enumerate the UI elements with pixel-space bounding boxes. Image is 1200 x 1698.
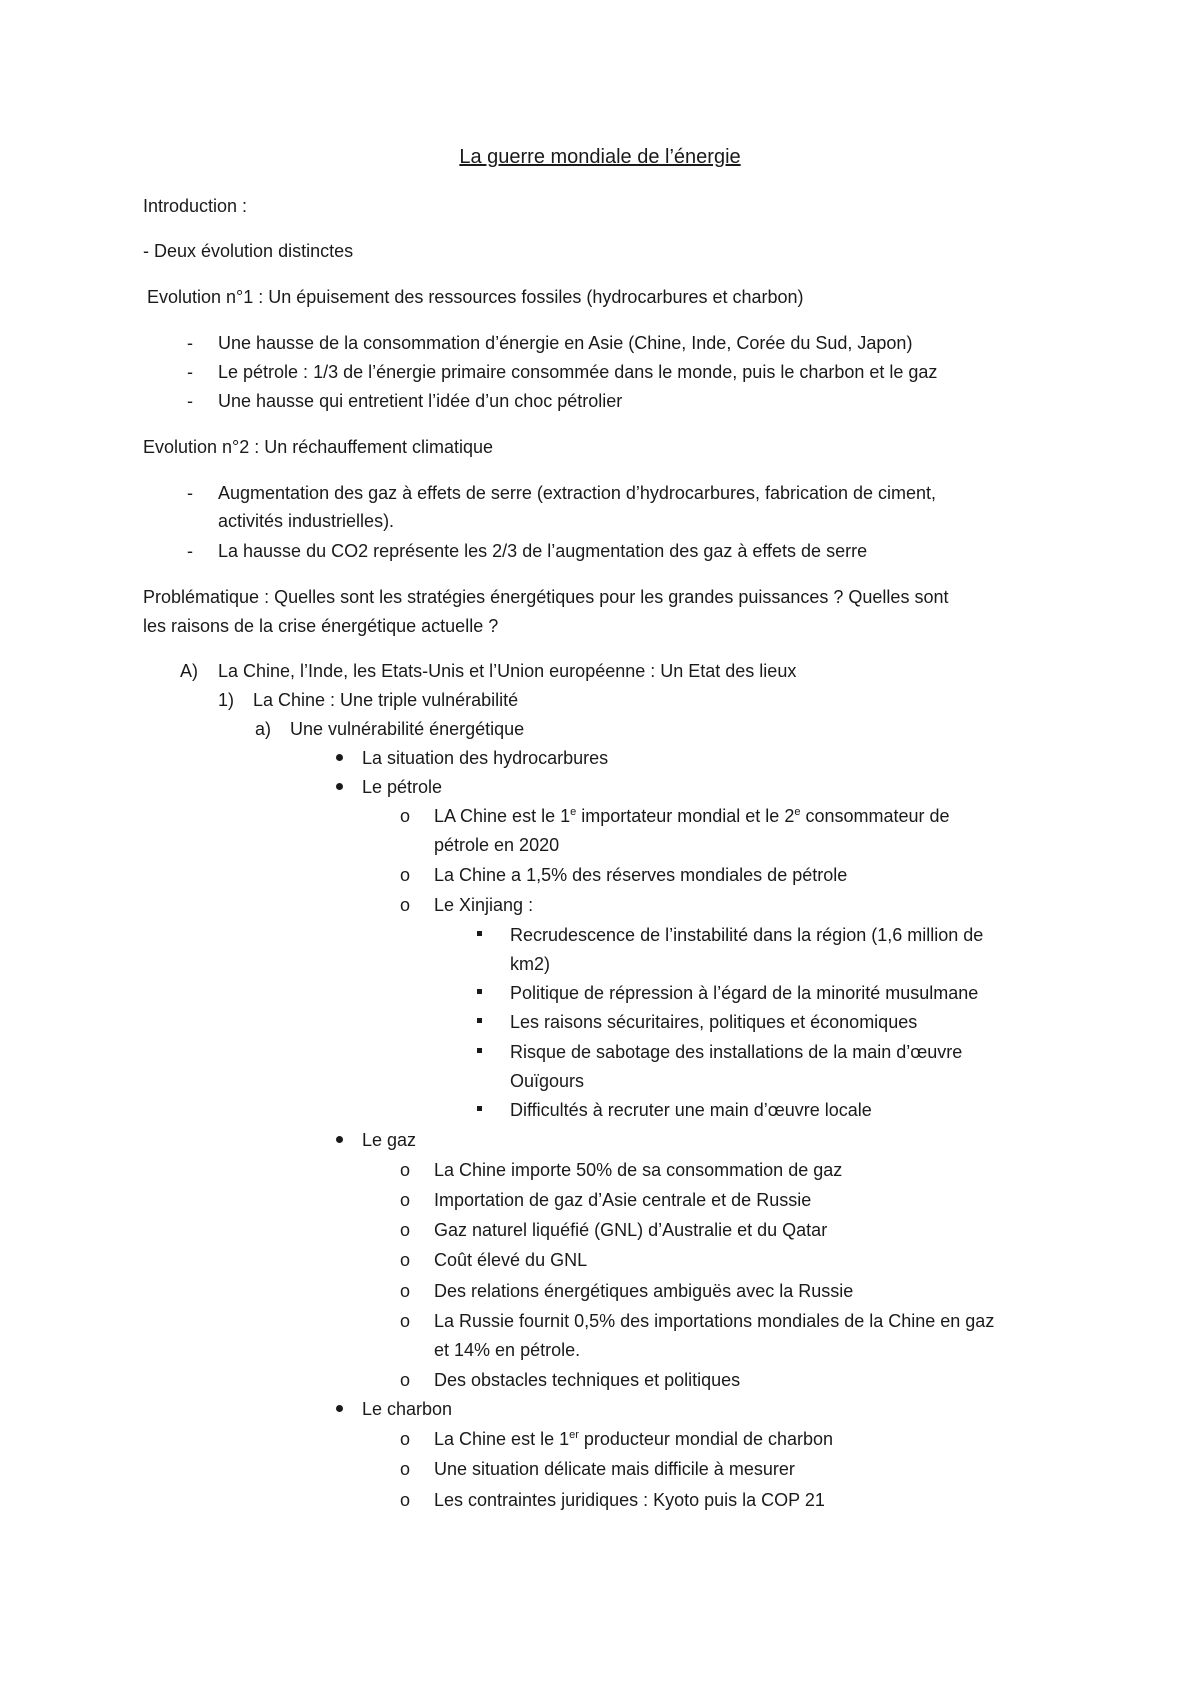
- bullet-item-petrole: Le pétrole: [362, 777, 443, 797]
- circle-marker: o: [400, 1250, 411, 1270]
- circle-marker: o: [400, 865, 411, 885]
- sublist-item: Des obstacles techniques et politiques: [434, 1370, 741, 1390]
- list-item: Augmentation des gaz à effets de serre (extraction d’hydrocarbures, fabrication de ciment,: [218, 483, 937, 503]
- xinjiang-item: Les raisons sécuritaires, politiques et économiques: [510, 1012, 918, 1032]
- problematique-line: Problématique : Quelles sont les stratégies énergétiques pour les grandes puissances ? Quelles sont: [143, 587, 949, 607]
- list-item-continuation: activités industrielles).: [218, 511, 395, 531]
- circle-marker: o: [400, 1429, 411, 1449]
- circle-marker: o: [400, 806, 411, 826]
- intro-heading: Introduction :: [143, 196, 248, 216]
- sublist-item: La Chine importe 50% de sa consommation de gaz: [434, 1160, 843, 1180]
- sublist-item: Les contraintes juridiques : Kyoto puis la COP 21: [434, 1490, 825, 1510]
- sublist-item: La Chine a 1,5% des réserves mondiales de pétrole: [434, 865, 848, 885]
- document-title: La guerre mondiale de l’énergie: [459, 146, 741, 168]
- sublist-item-continuation: et 14% en pétrole.: [434, 1340, 581, 1360]
- dash-marker: -: [187, 541, 193, 561]
- circle-marker: o: [400, 1190, 411, 1210]
- circle-marker: o: [400, 895, 411, 915]
- list-item: Le pétrole : 1/3 de l’énergie primaire consommée dans le monde, puis le charbon et le gaz: [218, 362, 938, 382]
- sublist-item-continuation: pétrole en 2020: [434, 835, 560, 855]
- evolution-1-heading: Evolution n°1 : Un épuisement des ressources fossiles (hydrocarbures et charbon): [147, 287, 804, 307]
- section-a-lower-heading: Une vulnérabilité énergétique: [290, 719, 525, 739]
- circle-marker: o: [400, 1459, 411, 1479]
- problematique-line: les raisons de la crise énergétique actuelle ?: [143, 616, 499, 636]
- sublist-item: Le Xinjiang :: [434, 895, 534, 915]
- section-marker-a-lower: a): [255, 719, 272, 739]
- xinjiang-item: Politique de répression à l’égard de la minorité musulmane: [510, 983, 979, 1003]
- bullet-icon: [336, 1136, 343, 1143]
- xinjiang-item: Difficultés à recruter une main d’œuvre locale: [510, 1100, 872, 1120]
- circle-marker: o: [400, 1311, 411, 1331]
- sublist-item: La Chine est le 1er producteur mondial de charbon: [434, 1429, 834, 1449]
- dash-marker: -: [187, 483, 193, 503]
- list-item: Une hausse de la consommation d’énergie en Asie (Chine, Inde, Corée du Sud, Japon): [218, 333, 913, 353]
- dash-marker: -: [187, 333, 193, 353]
- sublist-item: LA Chine est le 1e importateur mondial et le 2e consommateur de: [434, 806, 950, 826]
- list-item: La hausse du CO2 représente les 2/3 de l’augmentation des gaz à effets de serre: [218, 541, 868, 561]
- section-1-heading: La Chine : Une triple vulnérabilité: [253, 690, 519, 710]
- square-bullet-icon: [477, 1106, 482, 1111]
- sublist-item: Gaz naturel liquéfié (GNL) d’Australie et du Qatar: [434, 1220, 828, 1240]
- sublist-item: Importation de gaz d’Asie centrale et de Russie: [434, 1190, 812, 1210]
- square-bullet-icon: [477, 989, 482, 994]
- intro-line: - Deux évolution distinctes: [143, 241, 354, 261]
- xinjiang-item-continuation: Ouïgours: [510, 1071, 585, 1091]
- section-marker-a: A): [180, 661, 198, 681]
- circle-marker: o: [400, 1160, 411, 1180]
- square-bullet-icon: [477, 931, 482, 936]
- xinjiang-item-continuation: km2): [510, 954, 550, 974]
- circle-marker: o: [400, 1281, 411, 1301]
- sublist-item: Coût élevé du GNL: [434, 1250, 588, 1270]
- sublist-item: Une situation délicate mais difficile à mesurer: [434, 1459, 795, 1479]
- circle-marker: o: [400, 1490, 411, 1510]
- bullet-icon: [336, 754, 343, 761]
- bullet-item-situation: La situation des hydrocarbures: [362, 748, 609, 768]
- section-marker-1: 1): [218, 690, 235, 710]
- evolution-2-heading: Evolution n°2 : Un réchauffement climatique: [143, 437, 494, 457]
- bullet-item-gaz: Le gaz: [362, 1130, 417, 1150]
- xinjiang-item: Recrudescence de l’instabilité dans la région (1,6 million de: [510, 925, 984, 945]
- dash-marker: -: [187, 362, 193, 382]
- square-bullet-icon: [477, 1048, 482, 1053]
- dash-marker: -: [187, 391, 193, 411]
- section-a-heading: La Chine, l’Inde, les Etats-Unis et l’Union européenne : Un Etat des lieux: [218, 661, 797, 681]
- circle-marker: o: [400, 1370, 411, 1390]
- bullet-item-charbon: Le charbon: [362, 1399, 453, 1419]
- sublist-item: La Russie fournit 0,5% des importations mondiales de la Chine en gaz: [434, 1311, 995, 1331]
- sublist-item: Des relations énergétiques ambiguës avec la Russie: [434, 1281, 854, 1301]
- square-bullet-icon: [477, 1018, 482, 1023]
- circle-marker: o: [400, 1220, 411, 1240]
- bullet-icon: [336, 783, 343, 790]
- xinjiang-item: Risque de sabotage des installations de la main d’œuvre: [510, 1042, 963, 1062]
- bullet-icon: [336, 1405, 343, 1412]
- list-item: Une hausse qui entretient l’idée d’un choc pétrolier: [218, 391, 623, 411]
